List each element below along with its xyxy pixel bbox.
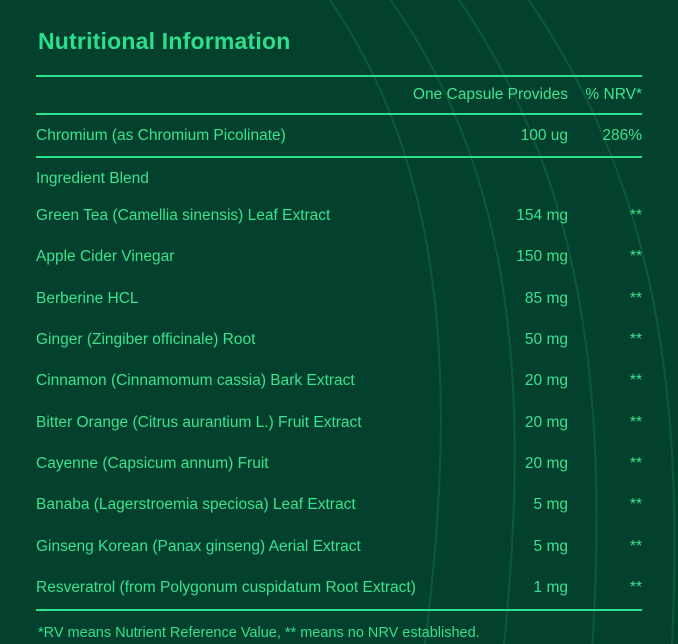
ingredient-name: Cinnamon (Cinnamomum cassia) Bark Extract xyxy=(36,372,355,390)
ingredient-name: Ginseng Korean (Panax ginseng) Aerial Extract xyxy=(36,537,361,555)
ingredient-nrv: ** xyxy=(629,496,642,514)
blend-label-nrv-spacer xyxy=(568,158,642,194)
nutrition-primary-table xyxy=(36,115,642,156)
table-row xyxy=(36,526,642,567)
ingredient-name: Resveratrol (from Polygonum cuspidatum Root Extract) xyxy=(36,579,416,597)
nutrient-nrv: 286% xyxy=(602,127,642,144)
page-title: Nutritional Information xyxy=(38,28,291,54)
ingredient-nrv: ** xyxy=(629,372,642,390)
table-row xyxy=(36,567,642,608)
ingredient-amount: 5 mg xyxy=(533,496,568,514)
nutrition-table xyxy=(36,77,642,113)
ingredient-name: Berberine HCL xyxy=(36,289,139,307)
table-header-row xyxy=(36,77,642,113)
ingredient-amount: 20 mg xyxy=(524,455,568,472)
table-row xyxy=(36,402,642,443)
nutrition-blend-table xyxy=(36,158,642,608)
blend-label-row xyxy=(36,158,642,194)
blend-label-amount-spacer xyxy=(472,158,568,194)
ingredient-nrv: ** xyxy=(629,206,642,224)
nutrient-name: Chromium (as Chromium Picolinate) xyxy=(36,127,286,144)
table-row xyxy=(36,195,642,236)
ingredient-amount: 154 mg xyxy=(516,206,568,224)
ingredient-nrv: ** xyxy=(629,330,642,348)
footnote: *RV means Nutrient Reference Value, ** means no NRV established. xyxy=(38,624,480,641)
table-row xyxy=(36,115,642,156)
ingredient-amount: 50 mg xyxy=(524,330,568,348)
ingredient-amount: 1 mg xyxy=(533,579,568,597)
table-row xyxy=(36,319,642,360)
ingredient-nrv: ** xyxy=(629,579,642,597)
column-header-name xyxy=(36,77,413,113)
ingredient-nrv: ** xyxy=(629,455,642,472)
ingredient-name: Cayenne (Capsicum annum) Fruit xyxy=(36,455,269,472)
table-row xyxy=(36,236,642,277)
ingredient-name: Banaba (Lagerstroemia speciosa) Leaf Extract xyxy=(36,496,356,514)
ingredient-amount: 20 mg xyxy=(524,372,568,390)
ingredient-amount: 150 mg xyxy=(516,248,568,266)
ingredient-nrv: ** xyxy=(629,289,642,307)
table-row xyxy=(36,443,642,484)
table-row xyxy=(36,484,642,525)
ingredient-amount: 5 mg xyxy=(533,537,568,555)
ingredient-name: Ginger (Zingiber officinale) Root xyxy=(36,330,256,348)
ingredient-nrv: ** xyxy=(629,413,642,431)
blend-label: Ingredient Blend xyxy=(36,170,149,188)
column-header-amount: One Capsule Provides xyxy=(412,86,568,103)
ingredient-name: Apple Cider Vinegar xyxy=(36,248,175,266)
ingredient-name: Bitter Orange (Citrus aurantium L.) Fruit Extract xyxy=(36,413,362,431)
ingredient-nrv: ** xyxy=(629,537,642,555)
table-row xyxy=(36,278,642,319)
column-header-nrv: % NRV* xyxy=(585,86,642,103)
ingredient-nrv: ** xyxy=(629,248,642,266)
nutrient-amount: 100 ug xyxy=(520,127,568,144)
ingredient-amount: 20 mg xyxy=(524,413,568,431)
ingredient-name: Green Tea (Camellia sinensis) Leaf Extract xyxy=(36,206,331,224)
ingredient-amount: 85 mg xyxy=(524,289,568,307)
table-row xyxy=(36,360,642,401)
